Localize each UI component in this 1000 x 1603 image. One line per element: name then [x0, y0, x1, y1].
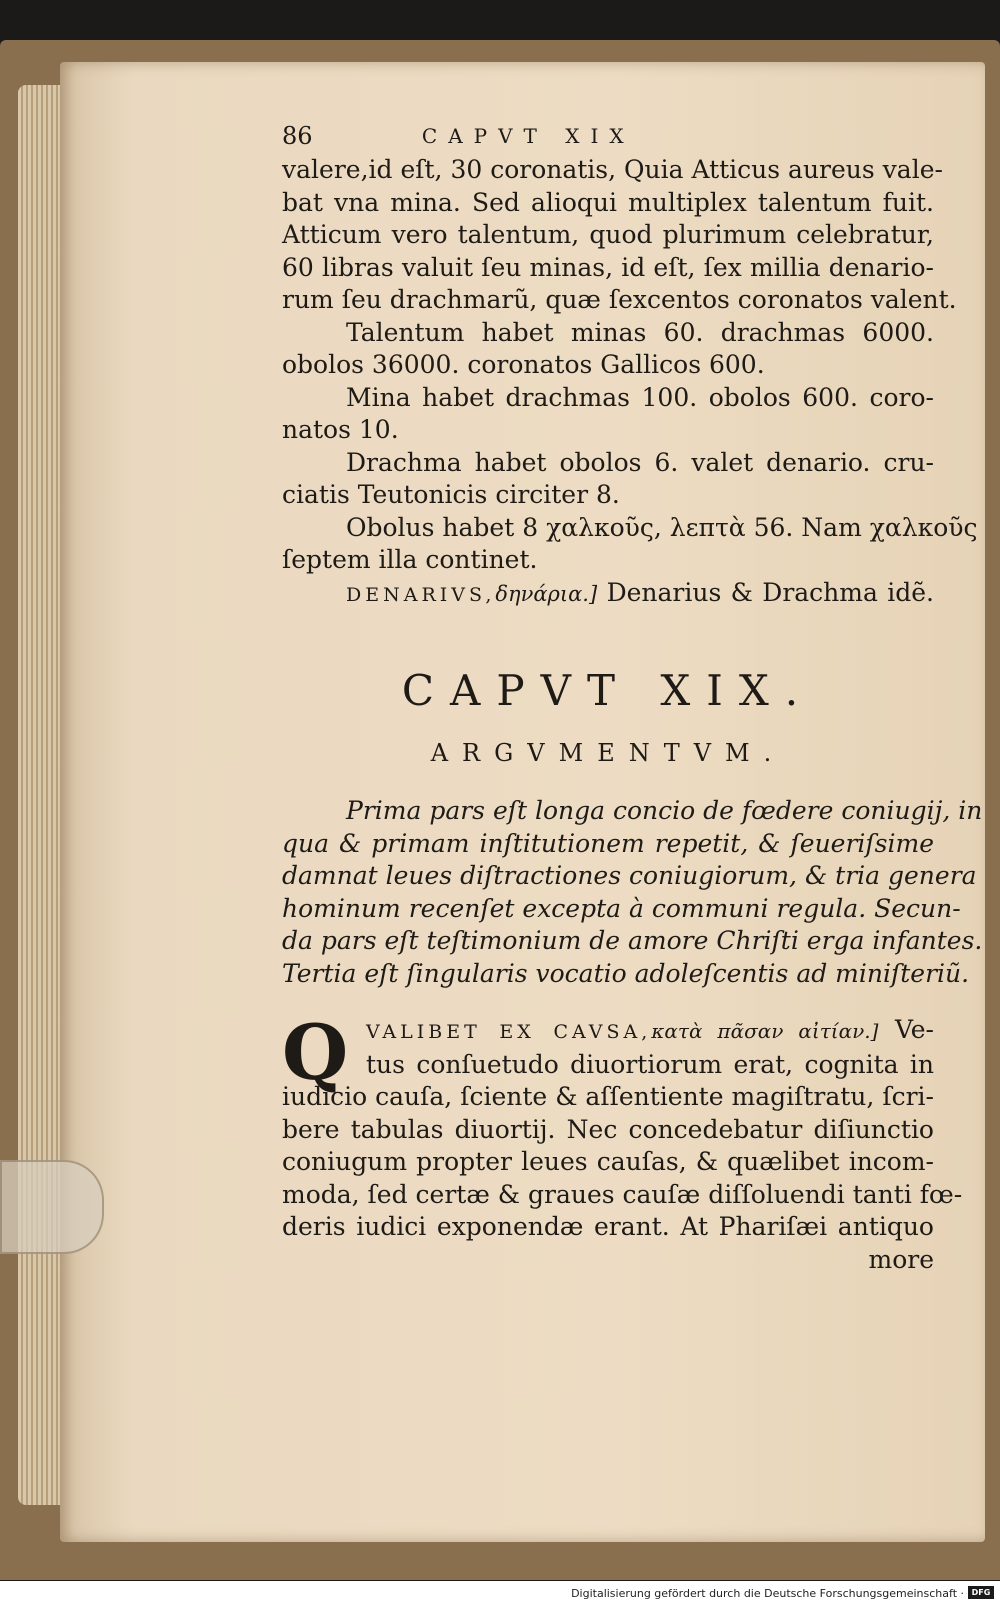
- text-line: qua & primam inſtitutionem repetit, & ſeueriſsime: [282, 828, 934, 858]
- paragraph-mina: [282, 382, 934, 447]
- dfg-logo: DFG: [968, 1586, 994, 1599]
- text-line: da pars eſt teſtimonium de amore Chriſti erga infantes.: [282, 926, 983, 955]
- text-line: hominum recenſet excepta à communi regula. Secun-: [282, 893, 961, 923]
- text-line: Prima pars eſt longa concio de fœdere coniugij, in: [346, 796, 983, 825]
- text-line: Tertia eſt ſingularis vocatio adoleſcentis ad miniſteriũ.: [282, 958, 970, 988]
- text-line: tus conſuetudo diuortiorum erat, cognita in: [366, 1049, 934, 1079]
- body-lead: VALIBET EX CAVSA,: [366, 1021, 652, 1043]
- paragraph-obolus: [282, 512, 978, 577]
- text-line: damnat leues diſtractiones coniugiorum, & tria genera: [282, 861, 977, 890]
- text-line: iudicio cauſa, ſciente & aſſentiente magiſtratu, ſcri-: [282, 1082, 934, 1111]
- paragraph-denarius: [282, 577, 934, 612]
- text-line: bat vna mina. Sed alioqui multiplex talentum fuit.: [282, 187, 934, 217]
- footer-bar: [0, 1581, 1000, 1603]
- chapter-title: CAPVT XIX.: [401, 666, 815, 715]
- body-paragraph: [282, 1008, 963, 1276]
- text-line: coniugum propter leues cauſas, & quælibet incom-: [282, 1147, 934, 1176]
- text-line: Atticum vero talentum, quod plurimum celebratur,: [282, 220, 934, 249]
- text-line: moda, ſed certæ & graues cauſæ diſſoluendi tanti fœ-: [282, 1179, 963, 1209]
- paragraph-drachma: [282, 447, 934, 512]
- text-line: obolos 36000. coronatos Gallicos 600.: [282, 350, 765, 379]
- running-head: [282, 118, 934, 154]
- text-line: Mina habet drachmas 100. obolos 600. coro-: [346, 382, 934, 412]
- body-lead-rest: Ve-: [894, 1015, 934, 1044]
- text-line: Talentum habet minas 60. drachmas 6000.: [346, 317, 934, 347]
- text-line: ciatis Teutonicis circiter 8.: [282, 480, 620, 509]
- text-line: Obolus habet 8 χαλκοῦς, λεπτὰ 56. Nam χαλκοῦς: [346, 512, 978, 542]
- text-block: [282, 118, 983, 1276]
- paragraph-talentum: [282, 317, 934, 382]
- body-greek: κατὰ πᾶσαν αἰτίαν.]: [651, 1019, 879, 1043]
- denarius-lead: DENARIVS,: [346, 583, 496, 606]
- text-line: [282, 577, 934, 612]
- text-line: Drachma habet obolos 6. valet denario. cru-: [346, 447, 934, 477]
- catchword: more: [868, 1244, 934, 1274]
- denarius-greek: δηνάρια.]: [495, 581, 598, 606]
- paragraph-top: [282, 154, 957, 317]
- running-title: CAPVT XIX: [421, 124, 635, 148]
- footer-credit: Digitalisierung gefördert durch die Deutsche Forschungsgemeinschaft ·: [571, 1587, 964, 1600]
- denarius-rest: Denarius & Drachma idẽ.: [606, 577, 934, 607]
- argument-title: ARGVMENTVM.: [430, 739, 786, 767]
- text-line: ſeptem illa continet.: [282, 545, 538, 574]
- text-line: [282, 1014, 934, 1049]
- text-line: 60 libras valuit ſeu minas, id eſt, ſex millia denario-: [282, 252, 934, 282]
- text-line: natos 10.: [282, 415, 399, 444]
- drop-cap: Q: [282, 1008, 349, 1097]
- page-number: 86: [282, 122, 313, 150]
- argument-paragraph: [282, 795, 983, 990]
- text-line: deris iudici exponendæ erant. At Phariſæi antiquo: [282, 1212, 934, 1241]
- text-line: bere tabulas diuortij. Nec concedebatur diſiunctio: [282, 1114, 934, 1144]
- page-clip: [0, 1160, 104, 1254]
- text-line: rum ſeu drachmarũ, quæ ſexcentos coronatos valent.: [282, 285, 957, 314]
- text-line: valere,id eſt, 30 coronatis, Quia Atticus aureus vale-: [282, 155, 943, 184]
